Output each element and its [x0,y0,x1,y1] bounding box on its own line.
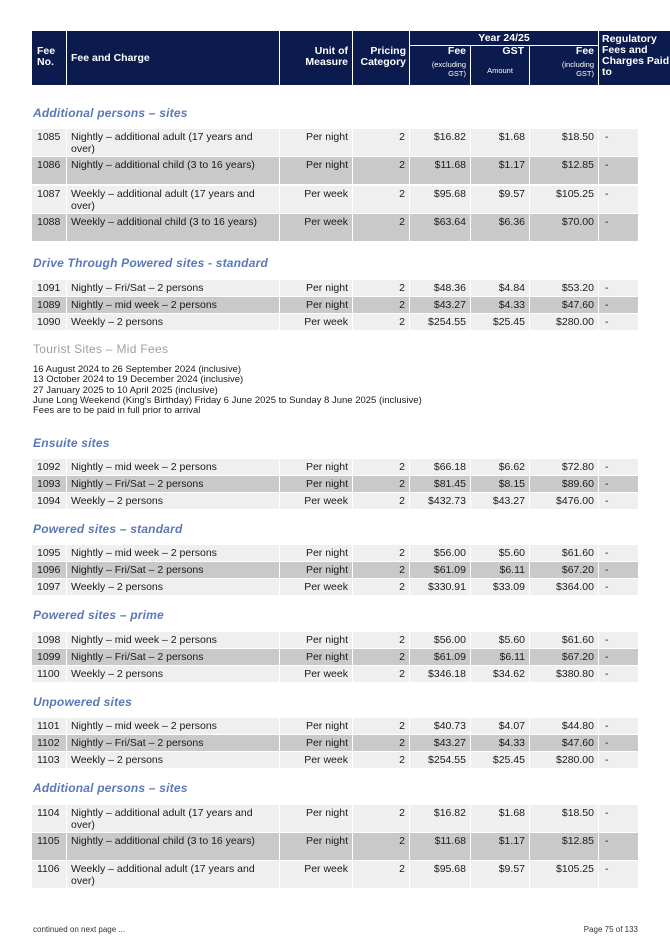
table-row [32,214,638,241]
fee-excl-gst: $95.68 [410,186,470,213]
fee-excl-gst: $81.45 [410,476,470,492]
continued-note: continued on next page ... [33,925,126,934]
unit-of-measure: Per night [280,735,352,751]
fee-number: 1096 [32,562,66,578]
fee-incl-gst: $280.00 [530,314,598,330]
fee-description: Weekly – 2 persons [67,579,279,595]
fee-description: Weekly – 2 persons [67,493,279,509]
unit-of-measure: Per night [280,718,352,734]
fee-number: 1092 [32,459,66,475]
gst-amount: $33.09 [471,579,529,595]
pricing-category: 2 [353,833,409,860]
fee-description: Nightly – additional child (3 to 16 years) [67,157,279,184]
note-line: Fees are to be paid in full prior to arrival [33,405,201,417]
fee-incl-gst: $476.00 [530,493,598,509]
note-line: June Long Weekend (King's Birthday) Friday 6 June 2025 to Sunday 8 June 2025 (inclusive) [33,394,422,406]
regulatory-paid-to: - [599,805,638,832]
pricing-category: 2 [353,214,409,241]
fee-number: 1094 [32,493,66,509]
fee-excl-gst: $56.00 [410,545,470,561]
fee-incl-gst: $380.80 [530,666,598,682]
regulatory-paid-to: - [599,632,638,648]
pricing-category: 2 [353,476,409,492]
fee-excl-gst: $61.09 [410,562,470,578]
pricing-category: 2 [353,861,409,888]
fee-incl-gst: $67.20 [530,562,598,578]
fee-description: Nightly – Fri/Sat – 2 persons [67,476,279,492]
table-row [32,861,638,888]
gst-amount: $6.62 [471,459,529,475]
fee-number: 1104 [32,805,66,832]
regulatory-paid-to: - [599,493,638,509]
section-title: Powered sites – standard [33,522,183,536]
fee-excl-gst: $43.27 [410,297,470,313]
pricing-category: 2 [353,805,409,832]
fee-excl-gst: $56.00 [410,632,470,648]
note-line: 13 October 2024 to 19 December 2024 (inclusive) [33,374,244,386]
gst-amount: $5.60 [471,632,529,648]
table-row [32,718,638,734]
gst-amount: $6.11 [471,562,529,578]
gst-amount: $4.07 [471,718,529,734]
pricing-category: 2 [353,579,409,595]
fee-number: 1091 [32,280,66,296]
regulatory-paid-to: - [599,735,638,751]
fee-incl-gst: $53.20 [530,280,598,296]
table-row [32,579,638,595]
gst-amount: $25.45 [471,752,529,768]
gst-amount: $9.57 [471,186,529,213]
gst-amount: $4.33 [471,735,529,751]
header-fee-no: Fee No. [32,31,66,85]
page-number: Page 75 of 133 [583,925,638,934]
fee-excl-gst: $95.68 [410,861,470,888]
fee-excl-gst: $254.55 [410,752,470,768]
fee-number: 1093 [32,476,66,492]
fee-description: Nightly – Fri/Sat – 2 persons [67,562,279,578]
fee-description: Nightly – mid week – 2 persons [67,718,279,734]
gst-amount: $6.36 [471,214,529,241]
gst-amount: $1.17 [471,833,529,860]
regulatory-paid-to: - [599,214,638,241]
fee-number: 1102 [32,735,66,751]
gst-amount: $4.33 [471,297,529,313]
unit-of-measure: Per night [280,297,352,313]
fee-incl-gst: $18.50 [530,129,598,156]
regulatory-paid-to: - [599,718,638,734]
pricing-category: 2 [353,752,409,768]
pricing-category: 2 [353,632,409,648]
pricing-category: 2 [353,735,409,751]
fee-description: Weekly – 2 persons [67,314,279,330]
pricing-category: 2 [353,493,409,509]
regulatory-paid-to: - [599,649,638,665]
section-title: Powered sites – prime [33,608,164,622]
pricing-category: 2 [353,314,409,330]
fee-number: 1098 [32,632,66,648]
fee-incl-gst: $89.60 [530,476,598,492]
note-line: 16 August 2024 to 26 September 2024 (inclusive) [33,364,242,375]
regulatory-paid-to: - [599,545,638,561]
gst-amount: $4.84 [471,280,529,296]
table-row [32,545,638,561]
section-title: Ensuite sites [33,436,110,450]
pricing-category: 2 [353,545,409,561]
pricing-category: 2 [353,280,409,296]
gst-amount: $9.57 [471,861,529,888]
table-row [32,632,638,648]
table-row [32,562,638,578]
fee-incl-gst: $61.60 [530,632,598,648]
fee-excl-gst: $61.09 [410,649,470,665]
table-row [32,459,638,475]
regulatory-paid-to: - [599,833,638,860]
fee-description: Nightly – Fri/Sat – 2 persons [67,280,279,296]
regulatory-paid-to: - [599,157,638,184]
table-row [32,649,638,665]
fee-number: 1085 [32,129,66,156]
fee-description: Nightly – additional adult (17 years and over) [67,129,279,156]
table-row [32,297,638,313]
regulatory-paid-to: - [599,562,638,578]
unit-of-measure: Per night [280,459,352,475]
header-gst-sub: Amount [471,58,529,85]
fee-number: 1086 [32,157,66,184]
fee-number: 1101 [32,718,66,734]
unit-of-measure: Per night [280,562,352,578]
section-title: Drive Through Powered sites - standard [33,256,268,270]
fee-incl-gst: $72.80 [530,459,598,475]
fee-number: 1088 [32,214,66,241]
fee-incl-gst: $105.25 [530,861,598,888]
section-title: Additional persons – sites [33,781,188,795]
pricing-category: 2 [353,649,409,665]
unit-of-measure: Per night [280,805,352,832]
unit-of-measure: Per night [280,476,352,492]
fee-description: Nightly – mid week – 2 persons [67,632,279,648]
fee-excl-gst: $330.91 [410,579,470,595]
fee-description: Weekly – additional adult (17 years and over) [67,861,279,888]
fee-number: 1087 [32,186,66,213]
gst-amount: $6.11 [471,649,529,665]
fee-description: Nightly – mid week – 2 persons [67,545,279,561]
fee-number: 1103 [32,752,66,768]
gst-amount: $25.45 [471,314,529,330]
fee-description: Weekly – additional adult (17 years and over) [67,186,279,213]
header-unit: Unit of Measure [280,31,352,85]
fee-number: 1095 [32,545,66,561]
pricing-category: 2 [353,562,409,578]
header-fee-excl-sub: (excluding GST) [410,58,470,85]
fee-incl-gst: $12.85 [530,157,598,184]
regulatory-paid-to: - [599,752,638,768]
fee-incl-gst: $70.00 [530,214,598,241]
fee-incl-gst: $44.80 [530,718,598,734]
gst-amount: $43.27 [471,493,529,509]
regulatory-paid-to: - [599,297,638,313]
header-gst: GST [471,46,529,58]
pricing-category: 2 [353,297,409,313]
gst-amount: $1.17 [471,157,529,184]
fee-excl-gst: $40.73 [410,718,470,734]
fee-description: Nightly – Fri/Sat – 2 persons [67,649,279,665]
regulatory-paid-to: - [599,280,638,296]
unit-of-measure: Per night [280,129,352,156]
fee-excl-gst: $48.36 [410,280,470,296]
fee-description: Nightly – additional adult (17 years and over) [67,805,279,832]
pricing-category: 2 [353,459,409,475]
regulatory-paid-to: - [599,459,638,475]
fee-excl-gst: $63.64 [410,214,470,241]
fee-description: Weekly – additional child (3 to 16 years) [67,214,279,241]
unit-of-measure: Per week [280,493,352,509]
header-fee-charge: Fee and Charge [67,31,279,85]
table-row [32,129,638,156]
regulatory-paid-to: - [599,314,638,330]
unit-of-measure: Per night [280,833,352,860]
pricing-category: 2 [353,129,409,156]
fee-incl-gst: $105.25 [530,186,598,213]
regulatory-paid-to: - [599,476,638,492]
table-row [32,493,638,509]
fee-number: 1097 [32,579,66,595]
gst-amount: $1.68 [471,805,529,832]
unit-of-measure: Per week [280,186,352,213]
fee-excl-gst: $66.18 [410,459,470,475]
table-row [32,752,638,768]
table-row [32,280,638,296]
pricing-category: 2 [353,186,409,213]
gst-amount: $8.15 [471,476,529,492]
fee-description: Weekly – 2 persons [67,752,279,768]
table-row [32,666,638,682]
unit-of-measure: Per week [280,579,352,595]
regulatory-paid-to: - [599,129,638,156]
fee-number: 1100 [32,666,66,682]
fee-description: Nightly – mid week – 2 persons [67,459,279,475]
unit-of-measure: Per week [280,214,352,241]
table-row [32,476,638,492]
section-title: Additional persons – sites [33,106,188,120]
table-header [32,31,670,85]
fee-excl-gst: $43.27 [410,735,470,751]
regulatory-paid-to: - [599,861,638,888]
fee-incl-gst: $67.20 [530,649,598,665]
fee-incl-gst: $47.60 [530,735,598,751]
pricing-category: 2 [353,666,409,682]
fee-excl-gst: $254.55 [410,314,470,330]
fee-incl-gst: $12.85 [530,833,598,860]
pricing-category: 2 [353,718,409,734]
table-row [32,186,638,213]
unit-of-measure: Per night [280,632,352,648]
fee-number: 1106 [32,861,66,888]
header-fee-excl: Fee [410,46,470,58]
gst-amount: $34.62 [471,666,529,682]
header-year: Year 24/25 [410,31,598,45]
unit-of-measure: Per night [280,649,352,665]
table-row [32,833,638,860]
note-line: 27 January 2025 to 10 April 2025 (inclusive) [33,384,218,396]
fee-number: 1090 [32,314,66,330]
unit-of-measure: Per week [280,752,352,768]
header-fee-incl: Fee [530,46,598,58]
fee-description: Nightly – mid week – 2 persons [67,297,279,313]
header-fee-incl-sub: (including GST) [530,58,598,85]
pricing-category: 2 [353,157,409,184]
tourist-notes [33,365,422,416]
unit-of-measure: Per week [280,861,352,888]
fee-incl-gst: $18.50 [530,805,598,832]
fee-description: Weekly – 2 persons [67,666,279,682]
table-row [32,157,638,184]
unit-of-measure: Per night [280,157,352,184]
fee-excl-gst: $11.68 [410,833,470,860]
unit-of-measure: Per night [280,545,352,561]
fee-excl-gst: $346.18 [410,666,470,682]
table-row [32,314,638,330]
unit-of-measure: Per week [280,666,352,682]
fee-number: 1089 [32,297,66,313]
fee-incl-gst: $61.60 [530,545,598,561]
regulatory-paid-to: - [599,186,638,213]
fee-incl-gst: $280.00 [530,752,598,768]
regulatory-paid-to: - [599,579,638,595]
fee-description: Nightly – additional child (3 to 16 years) [67,833,279,860]
table-row [32,805,638,832]
regulatory-paid-to: - [599,666,638,682]
header-pricing: Pricing Category [353,31,409,85]
fee-incl-gst: $364.00 [530,579,598,595]
table-row [32,735,638,751]
fee-number: 1105 [32,833,66,860]
fee-excl-gst: $432.73 [410,493,470,509]
unit-of-measure: Per week [280,314,352,330]
fee-number: 1099 [32,649,66,665]
section-title: Tourist Sites – Mid Fees [33,342,169,356]
gst-amount: $1.68 [471,129,529,156]
fee-description: Nightly – Fri/Sat – 2 persons [67,735,279,751]
gst-amount: $5.60 [471,545,529,561]
fee-excl-gst: $16.82 [410,129,470,156]
fee-excl-gst: $16.82 [410,805,470,832]
header-regulatory: Regulatory Fees and Charges Paid to [599,31,670,85]
fee-excl-gst: $11.68 [410,157,470,184]
section-title: Unpowered sites [33,695,133,709]
unit-of-measure: Per night [280,280,352,296]
fee-incl-gst: $47.60 [530,297,598,313]
